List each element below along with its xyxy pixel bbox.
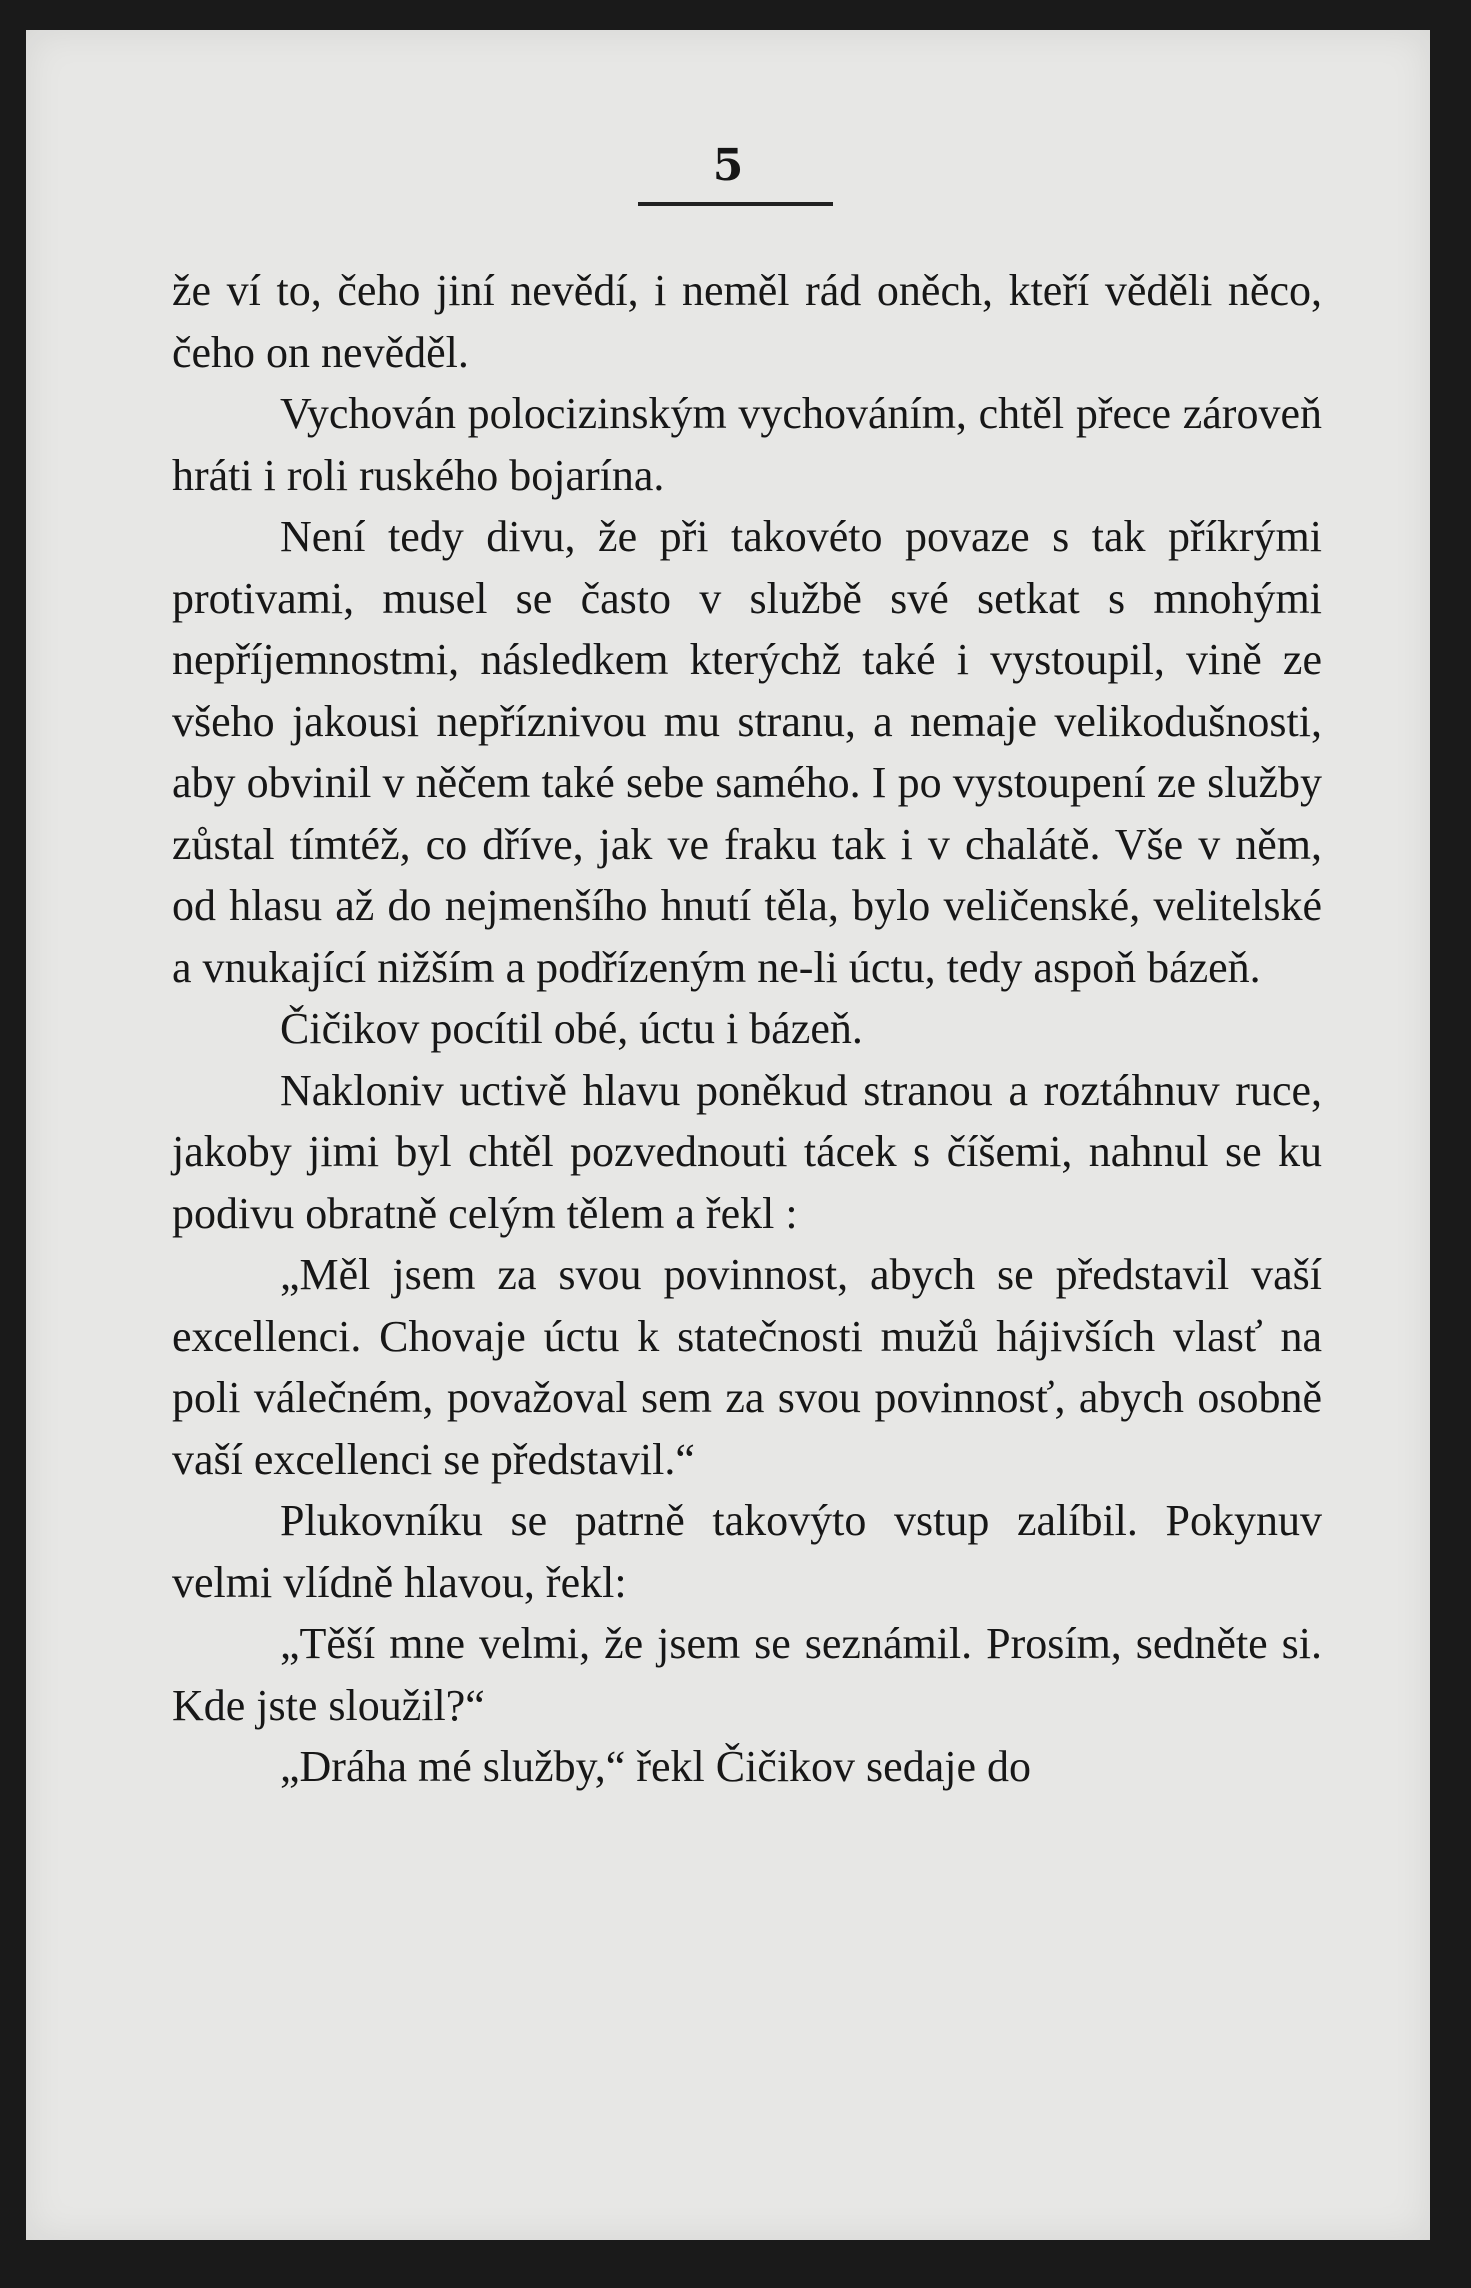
paragraph-3: Není tedy divu, že při takovéto povaze s tak příkrými protivami, musel se často v službě své setkat s mnohými nepříjemnostmi, následkem kterýchž také i vystoupil, vině ze všeho jakousi nepříznivou mu stranu, a nemaje velikodušnosti, aby obvinil v něčem také sebe samého. I po vystoupení ze služby zůstal tímtéž, co dříve, jak ve fraku tak i v chalátě. Vše v něm, od hlasu až do nejmenšího hnutí těla, bylo veličenské, velitelské a vnukající nižším a podřízeným ne-li úctu, tedy aspoň bázeň. xyxy=(172,512,1322,992)
paragraph-4: Čičikov pocítil obé, úctu i bázeň. xyxy=(280,1004,863,1053)
paper-sheet xyxy=(26,30,1430,2240)
body-text xyxy=(172,260,1322,1798)
paragraph-9: „Dráha mé služby,“ řekl Čičikov sedaje do xyxy=(280,1742,1031,1791)
paragraph-5: Nakloniv uctivě hlavu poněkud stranou a roztáhnuv ruce, jakoby jimi byl chtěl pozvednouti tácek s číšemi, nahnul se ku podivu obratně celým tělem a řekl : xyxy=(172,1065,1322,1238)
paragraph-1: že ví to, čeho jiní nevědí, i neměl rád oněch, kteří věděli něco, čeho on nevěděl. xyxy=(172,266,1322,377)
paragraph-8: „Těší mne velmi, že jsem se seznámil. Prosím, sedněte si. Kde jste sloužil?“ xyxy=(172,1619,1322,1730)
page-number: 5 xyxy=(712,140,744,191)
paragraph-6: „Měl jsem za svou povinnost, abych se představil vaší excellenci. Chovaje úctu k statečnosti mužů hájivších vlasť na poli válečném, považoval sem za svou povinnosť, abych osobně vaší excellenci se představil.“ xyxy=(172,1250,1322,1484)
page-number-rule xyxy=(638,202,833,206)
paragraph-7: Plukovníku se patrně takovýto vstup zalíbil. Pokynuv velmi vlídně hlavou, řekl: xyxy=(172,1496,1322,1607)
paragraph-2: Vychován polocizinským vychováním, chtěl přece zároveň hráti i roli ruského bojarína. xyxy=(172,389,1322,500)
